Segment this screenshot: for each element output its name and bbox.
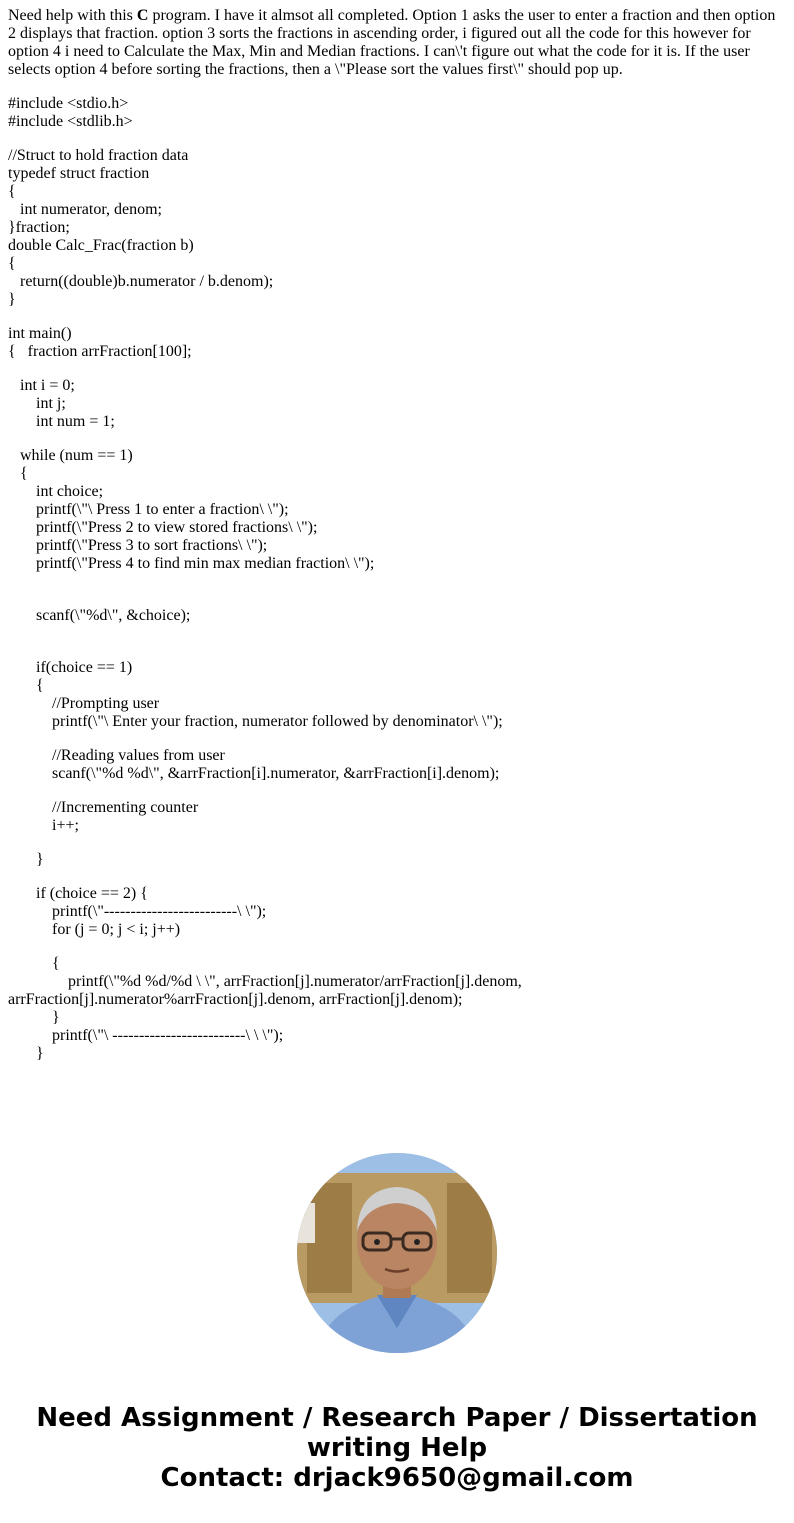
code-line: int i = 0; bbox=[8, 377, 75, 394]
code-line: typedef struct fraction bbox=[8, 165, 150, 182]
contact-email-line: Contact: drjack9650@gmail.com bbox=[160, 1463, 634, 1493]
code-line: { bbox=[8, 955, 60, 972]
code-line: scanf(\"%d\", &choice); bbox=[8, 607, 191, 624]
code-gap bbox=[8, 869, 786, 885]
code-block bbox=[8, 95, 786, 1063]
code-line: } bbox=[8, 851, 44, 868]
code-line: printf(\"Press 4 to find min max median fraction\ \"); bbox=[8, 555, 375, 572]
question-prefix: Need help with this bbox=[8, 7, 137, 24]
language-name: C bbox=[136, 7, 149, 24]
code-gap bbox=[8, 309, 786, 325]
code-line: { bbox=[8, 677, 44, 694]
code-line: { fraction arrFraction[100]; bbox=[8, 343, 192, 360]
code-line: //Incrementing counter bbox=[8, 799, 199, 816]
code-gap bbox=[8, 783, 786, 799]
code-line: { bbox=[8, 255, 16, 272]
code-gap bbox=[8, 131, 786, 147]
code-line: printf(\"Press 3 to sort fractions\ \"); bbox=[8, 537, 268, 554]
code-line: int main() bbox=[8, 325, 72, 342]
author-avatar bbox=[297, 1153, 497, 1353]
code-gap bbox=[8, 939, 786, 955]
code-line bbox=[8, 625, 786, 643]
code-line: int num = 1; bbox=[8, 413, 115, 430]
code-line: if(choice == 1) bbox=[8, 659, 133, 676]
code-line: if (choice == 2) { bbox=[8, 885, 148, 902]
code-line: printf(\"-------------------------\ \"); bbox=[8, 903, 267, 920]
code-line: printf(\"\ Press 1 to enter a fraction\ \"); bbox=[8, 501, 289, 518]
code-line: } bbox=[8, 1045, 44, 1062]
code-line: int j; bbox=[8, 395, 66, 412]
code-line: { bbox=[8, 465, 28, 482]
code-line: } bbox=[8, 1009, 60, 1026]
code-line: for (j = 0; j < i; j++) bbox=[8, 921, 181, 938]
code-line: { bbox=[8, 183, 16, 200]
code-line: printf(\"\ -------------------------\ \ \"); bbox=[8, 1027, 284, 1044]
code-gap bbox=[8, 591, 786, 607]
code-line: } bbox=[8, 291, 16, 308]
code-line: printf(\"Press 2 to view stored fractions\ \"); bbox=[8, 519, 318, 536]
code-gap bbox=[8, 643, 786, 659]
code-line: printf(\"\ Enter your fraction, numerator followed by denominator\ \"); bbox=[8, 713, 503, 730]
help-banner-line-1: Need Assignment / Research Paper / Dissertation bbox=[36, 1403, 758, 1433]
code-line: }fraction; bbox=[8, 219, 70, 236]
code-line: return((double)b.numerator / b.denom); bbox=[8, 273, 274, 290]
code-gap bbox=[8, 835, 786, 851]
help-banner bbox=[0, 1403, 794, 1493]
question-text bbox=[8, 7, 786, 79]
code-gap bbox=[8, 361, 786, 377]
code-line bbox=[8, 573, 786, 591]
code-line: //Prompting user bbox=[8, 695, 160, 712]
code-line: int choice; bbox=[8, 483, 104, 500]
code-line: int numerator, denom; bbox=[8, 201, 162, 218]
code-line: i++; bbox=[8, 817, 79, 834]
author-portrait-illustration bbox=[297, 1153, 497, 1353]
code-gap bbox=[8, 431, 786, 447]
code-line: //Struct to hold fraction data bbox=[8, 147, 189, 164]
help-banner-line-2: writing Help bbox=[306, 1433, 488, 1463]
code-line: //Reading values from user bbox=[8, 747, 225, 764]
code-line: while (num == 1) bbox=[8, 447, 133, 464]
code-line: double Calc_Frac(fraction b) bbox=[8, 237, 194, 254]
code-gap bbox=[8, 731, 786, 747]
code-line: scanf(\"%d %d\", &arrFraction[i].numerator, &arrFraction[i].denom); bbox=[8, 765, 500, 782]
code-line: #include <stdlib.h> bbox=[8, 113, 133, 130]
code-line: printf(\"%d %d/%d \ \", arrFraction[j].numerator/arrFraction[j].denom, arrFraction[j].numerator%arrFraction[j].denom, arrFraction[j].denom); bbox=[8, 973, 526, 1008]
code-line: #include <stdio.h> bbox=[8, 95, 129, 112]
question-body: program. I have it almsot all completed. Option 1 asks the user to enter a fraction and then option 2 displays that fraction. option 3 sorts the fractions in ascending order, i figured out all the code for this however for option 4 i need to Calculate the Max, Min and Median fractions. I can\'t figure out what the code for it is. If the user selects option 4 before sorting the fractions, then a \"Please sort the values first\" should pop up. bbox=[8, 7, 776, 78]
